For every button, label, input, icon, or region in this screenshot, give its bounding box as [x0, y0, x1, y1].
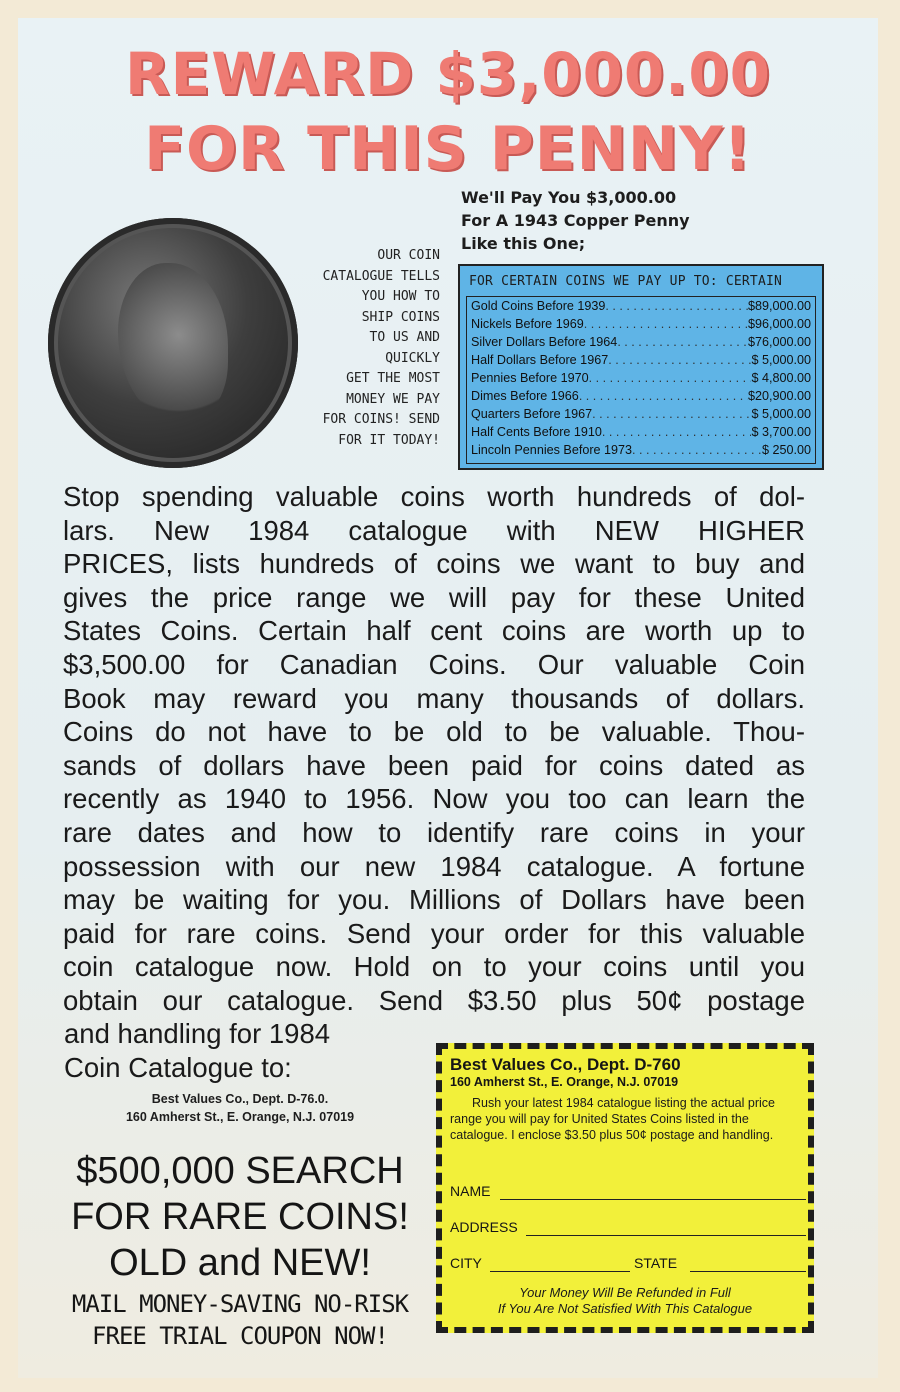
body-line: possession with our new 1984 catalogue. A fortune — [63, 850, 805, 882]
coin-value: $ 3,700.00 — [751, 425, 811, 439]
coin-value: $ 4,800.00 — [751, 371, 811, 385]
side-text-line: FOR COINS! SEND — [322, 412, 440, 427]
body-line: States Coins. Certain half cent coins are worth up to — [63, 615, 805, 647]
side-text-line: OUR COIN — [377, 248, 440, 263]
side-text-line: GET THE MOST — [346, 371, 440, 386]
body-line: recently as 1940 to 1956. Now you too can learn the — [63, 783, 805, 815]
body-line: PRICES, lists hundreds of coins we want to buy and — [63, 548, 805, 580]
penny-coin-image — [48, 218, 298, 468]
company-address: 160 Amherst St., E. Orange, N.J. 07019 — [125, 1110, 355, 1124]
coupon-company: Best Values Co., Dept. D-760 — [450, 1055, 681, 1074]
side-text-line: FOR IT TODAY! — [338, 432, 440, 448]
refund-line-2: If You Are Not Satisfied With This Catalogue — [497, 1301, 753, 1316]
coin-name: Dimes Before 1966 — [471, 389, 579, 403]
catalogue-to-line: Coin Catalogue to: — [64, 1052, 292, 1083]
side-text-line: MONEY WE PAY — [346, 391, 440, 407]
coin-name: Half Dollars Before 1967 — [471, 353, 609, 367]
coin-name: Silver Dollars Before 1964 — [471, 335, 618, 349]
price-row — [467, 333, 815, 351]
city-field[interactable] — [490, 1271, 630, 1272]
price-row — [467, 297, 815, 315]
coupon-address: 160 Amherst St., E. Orange, N.J. 07019 — [450, 1075, 679, 1089]
side-text-line: TO US AND — [369, 330, 440, 345]
coin-name: Nickels Before 1969 — [471, 317, 584, 331]
handling-line: and handling for 1984 — [64, 1018, 331, 1049]
body-copy — [63, 480, 805, 1018]
coupon-callout-2: FREE TRIAL COUPON NOW! — [92, 1322, 388, 1350]
coin-value: $ 5,000.00 — [751, 353, 811, 367]
side-text-line: SHIP COINS — [361, 309, 440, 325]
body-line: paid for rare coins. Send your order for this valuable — [63, 917, 805, 949]
coin-value: $76,000.00 — [747, 335, 811, 349]
headline-penny: FOR THIS PENNY! — [144, 114, 752, 184]
price-row — [467, 315, 815, 333]
coin-name: Lincoln Pennies Before 1973 — [471, 443, 633, 457]
body-line: Book may reward you many thousands of dollars. — [63, 682, 805, 714]
pay-line: We'll Pay You $3,000.00 — [461, 188, 677, 207]
name-label: NAME — [450, 1183, 491, 1199]
state-field[interactable] — [690, 1271, 806, 1272]
coin-value: $ 5,000.00 — [751, 407, 811, 421]
coin-value: $ 250.00 — [761, 443, 811, 457]
price-table-heading: FOR CERTAIN COINS WE PAY UP TO: CERTAIN — [469, 274, 783, 289]
refund-line-1: Your Money Will Be Refunded in Full — [519, 1285, 731, 1300]
search-headline-1: $500,000 SEARCH — [76, 1150, 404, 1192]
body-line: sands of dollars have been paid for coins dated as — [63, 749, 805, 781]
body-line: rare dates and how to identify rare coins in your — [63, 816, 805, 848]
pay-line: Like this One; — [461, 234, 586, 253]
city-label: CITY — [450, 1255, 482, 1271]
price-row — [467, 405, 815, 423]
price-table — [458, 264, 824, 470]
coin-value: $89,000.00 — [747, 299, 811, 313]
search-headline-3: OLD and NEW! — [109, 1242, 371, 1284]
body-line: coin catalogue now. Hold on to your coins until you — [63, 951, 805, 983]
body-line: obtain our catalogue. Send $3.50 plus 50¢ postage — [63, 984, 805, 1016]
address-label: ADDRESS — [450, 1219, 518, 1235]
search-headline-2: FOR RARE COINS! — [71, 1196, 409, 1238]
name-field[interactable] — [500, 1199, 806, 1200]
body-line: Stop spending valuable coins worth hundreds of dol- — [63, 481, 805, 512]
price-row — [467, 351, 815, 369]
pay-offer-text — [461, 186, 841, 255]
state-label: STATE — [634, 1255, 678, 1271]
price-row — [467, 441, 815, 459]
advertisement-page — [18, 18, 878, 1378]
coupon-callout-1: MAIL MONEY-SAVING NO-RISK — [71, 1290, 409, 1318]
order-coupon[interactable] — [436, 1043, 814, 1333]
body-line: gives the price range we will pay for these United — [63, 581, 805, 613]
side-text-line: QUICKLY — [385, 350, 440, 366]
side-text-line: YOU HOW TO — [361, 289, 440, 304]
coupon-body: Rush your latest 1984 catalogue listing the actual price range you will pay for United States Coins listed in the catalogue. I enclose $3.50 plus 50¢ postage and handling. — [450, 1096, 775, 1142]
company-name: Best Values Co., Dept. D-76.0. — [151, 1092, 329, 1106]
address-field[interactable] — [526, 1235, 806, 1236]
price-row — [467, 387, 815, 405]
coin-name: Pennies Before 1970 — [471, 371, 589, 385]
coin-name: Quarters Before 1967 — [471, 407, 593, 421]
pay-line: For A 1943 Copper Penny — [461, 211, 690, 230]
price-row — [467, 369, 815, 387]
side-text-line: CATALOGUE TELLS — [322, 268, 440, 284]
body-line: $3,500.00 for Canadian Coins. Our valuable Coin — [63, 648, 805, 680]
headline-reward: REWARD $3,000.00 — [124, 40, 772, 108]
body-line: may be waiting for you. Millions of Dollars have been — [63, 884, 805, 916]
coin-value: $96,000.00 — [747, 317, 811, 331]
coin-name: Gold Coins Before 1939 — [471, 299, 606, 313]
lincoln-profile — [118, 263, 228, 423]
coin-value: $20,900.00 — [747, 389, 811, 403]
coin-name: Half Cents Before 1910 — [471, 425, 602, 439]
catalogue-side-text — [290, 246, 440, 451]
body-line: Coins do not have to be old to be valuable. Thou- — [63, 716, 805, 748]
price-row — [467, 423, 815, 441]
body-line: lars. New 1984 catalogue with NEW HIGHER — [63, 514, 805, 546]
price-table-rows — [466, 296, 816, 464]
